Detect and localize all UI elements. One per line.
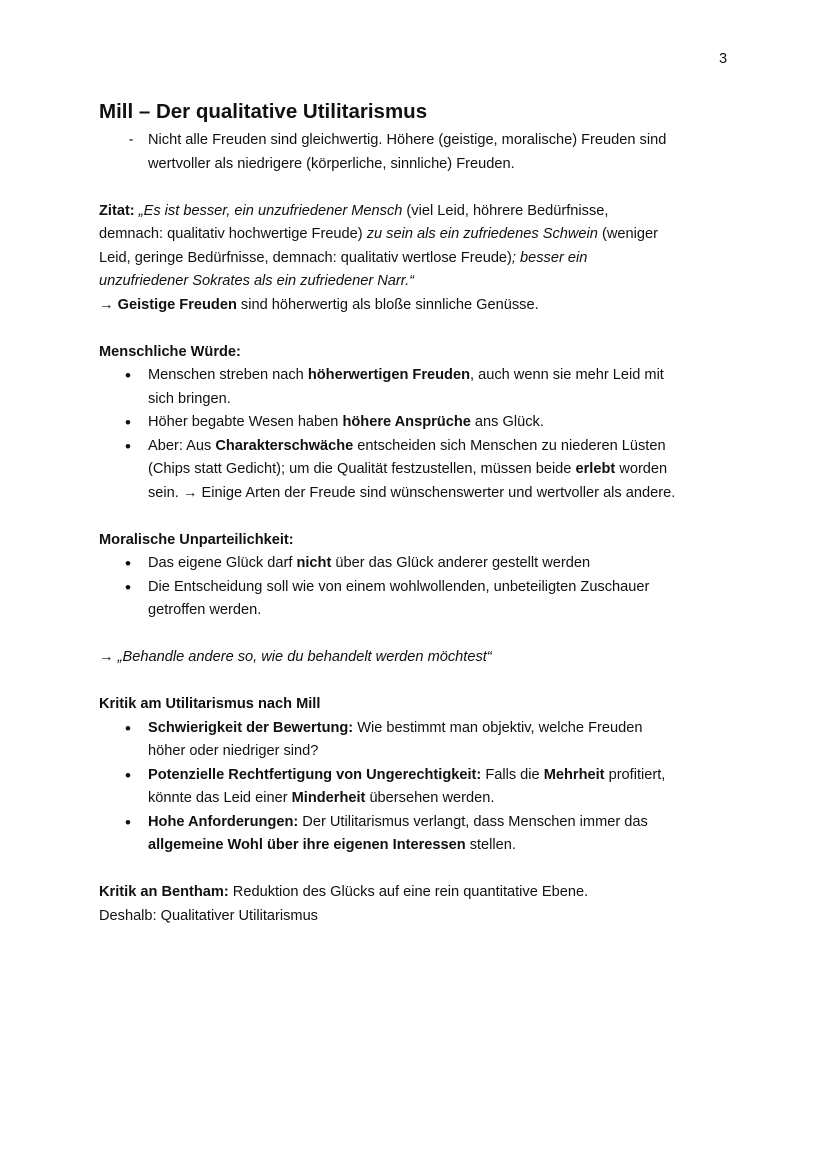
text-block — [148, 438, 675, 501]
text-run: Menschen streben nach — [148, 367, 308, 383]
text-run: sich bringen. — [148, 390, 231, 407]
text-block — [148, 414, 544, 430]
text-block — [148, 579, 649, 619]
text-run: Leid, geringe Bedürfnisse, demnach: qualitativ wertlose Freude) — [99, 249, 512, 266]
text-run: wertvoller als niedrigere (körperliche, sinnliche) Freuden. — [148, 155, 515, 172]
italic-text: „Behandle andere so, wie du behandelt werden möchtest“ — [117, 649, 492, 665]
text-run: getroffen werden. — [148, 602, 262, 618]
list-item — [99, 576, 739, 623]
maxim-line — [99, 646, 739, 670]
bullet-icon: • — [125, 436, 131, 456]
italic-text: „Es ist besser, ein unzufriedener Mensch — [138, 202, 403, 219]
text-block — [99, 649, 492, 665]
bullet-icon: • — [125, 366, 131, 385]
bullet-icon: • — [125, 718, 131, 738]
section-heading: Moralische Unparteilichkeit: — [99, 531, 294, 548]
text-block — [148, 555, 590, 571]
text-run: stellen. — [465, 837, 516, 853]
bold-text: nicht — [296, 555, 332, 571]
list-item — [99, 811, 739, 858]
text-run: ans Glück. — [470, 414, 544, 430]
text-block — [99, 203, 658, 313]
text-run: Nicht alle Freuden sind gleichwertig. Höhere (geistige, moralische) Freuden sind — [148, 132, 667, 148]
bold-text: Geistige Freuden — [117, 296, 237, 313]
bold-text: Potenzielle Rechtfertigung von Ungerechtigkeit: — [148, 766, 482, 783]
closing-line — [99, 905, 739, 929]
text-block — [99, 884, 588, 900]
text-block — [148, 720, 642, 760]
text-run: sein. → Einige Arten der Freude sind wünschenswerter und wertvoller als andere. — [148, 484, 676, 501]
bullet-icon: • — [125, 554, 131, 573]
bold-text: Hohe Anforderungen: — [148, 813, 299, 830]
text-run: Wie bestimmt man objektiv, welche Freuden — [353, 719, 643, 736]
bold-text: allgemeine Wohl über ihre eigenen Interessen — [148, 837, 466, 853]
bold-text: Schwierigkeit der Bewertung: — [148, 719, 354, 736]
intro-list — [99, 129, 739, 176]
bold-text: Zitat: — [99, 202, 135, 219]
text-run: Falls die — [481, 766, 544, 783]
document-body — [99, 99, 739, 928]
text-run: Reduktion des Glücks auf eine rein quantitative Ebene. — [228, 884, 589, 900]
text-run: , auch wenn sie mehr Leid mit — [470, 367, 664, 383]
text-run: (weniger — [597, 226, 658, 242]
bold-text: Charakterschwäche — [215, 437, 354, 454]
closing-line — [99, 881, 739, 905]
italic-text: ; besser ein — [511, 249, 588, 266]
bullet-list — [99, 717, 739, 858]
text-run: Die Entscheidung soll wie von einem wohlwollenden, unbeteiligten Zuschauer — [148, 578, 650, 595]
text-run: Das eigene Glück darf — [148, 555, 297, 571]
text-run: demnach: qualitativ hochwertige Freude) — [99, 226, 367, 242]
text-run: → — [99, 649, 118, 665]
text-block — [148, 767, 665, 807]
text-run: worden — [615, 461, 668, 477]
page-title: Mill – Der qualitative Utilitarismus — [99, 100, 428, 123]
text-run: höher oder niedriger sind? — [148, 743, 319, 759]
text-run: → — [99, 296, 118, 313]
text-run: Der Utilitarismus verlangt, dass Menschen immer das — [298, 813, 648, 830]
text-run: (viel Leid, höhrere Bedürfnisse, — [402, 202, 609, 219]
text-run: könnte das Leid einer — [148, 790, 292, 806]
list-item — [99, 129, 739, 176]
italic-text: zu sein als ein zufriedenes Schwein — [366, 226, 598, 242]
text-run: Deshalb: Qualitativer Utilitarismus — [99, 907, 318, 924]
text-block — [148, 814, 648, 854]
section-heading: Menschliche Würde: — [99, 343, 241, 360]
bullet-icon: • — [125, 577, 131, 597]
bold-text: Minderheit — [291, 790, 366, 806]
text-run: entscheiden sich Menschen zu niederen Lüsten — [353, 437, 666, 454]
text-run: Höher begabte Wesen haben — [148, 414, 343, 430]
italic-text: unzufriedener Sokrates als ein zufriedener Narr.“ — [99, 273, 414, 289]
text-block — [99, 908, 318, 924]
list-item — [99, 764, 739, 811]
dash-marker: - — [128, 132, 134, 148]
list-item — [99, 717, 739, 764]
bold-text: Kritik an Bentham: — [99, 884, 229, 900]
text-run: Aber: Aus — [148, 437, 216, 454]
text-run: über das Glück anderer gestellt werden — [331, 555, 591, 571]
list-item — [99, 411, 739, 435]
bullet-list — [99, 552, 739, 623]
text-run: übersehen werden. — [365, 790, 495, 806]
bullet-icon: • — [125, 765, 131, 785]
bold-text: höherwertigen Freuden — [307, 367, 470, 383]
text-run: profitiert, — [604, 766, 666, 783]
section-heading: Kritik am Utilitarismus nach Mill — [99, 696, 321, 712]
text-block — [148, 367, 664, 407]
quote-paragraph — [99, 200, 739, 318]
bold-text: erlebt — [575, 461, 616, 477]
text-block — [148, 132, 666, 172]
bold-text: höhere Ansprüche — [342, 414, 471, 430]
bold-text: Mehrheit — [543, 766, 605, 783]
bullet-list — [99, 364, 739, 505]
text-run: (Chips statt Gedicht); um die Qualität festzustellen, müssen beide — [148, 461, 576, 477]
list-item — [99, 364, 739, 411]
bullet-icon: • — [125, 812, 131, 832]
list-item — [99, 552, 739, 576]
text-run: sind höherwertig als bloße sinnliche Genüsse. — [236, 296, 539, 313]
page-number: 3 — [719, 51, 728, 67]
bullet-icon: • — [125, 413, 131, 432]
list-item — [99, 435, 739, 506]
